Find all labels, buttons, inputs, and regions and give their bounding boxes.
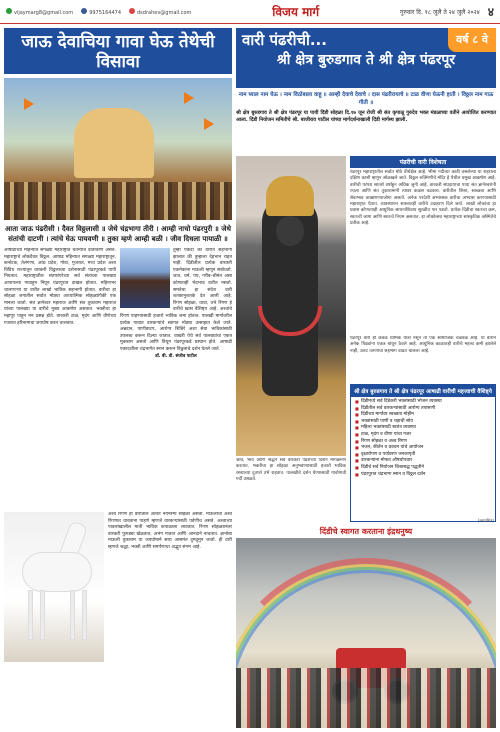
left-subhead: आता जाऊ पंढरीसी । दैवत विठ्ठलासी ॥ जेथे चंद्रभागा तीरी । आम्ही नाचो पंढरपुरी ॥ जेथे संतांची दाटणी । त्यांचे घेऊ पायवणी ॥ तुका म्हणे आम्ही बळी । जीव दिधला पायाळी ॥ (5, 225, 231, 243)
photo-credit: (छायाचित्र) (477, 518, 494, 523)
list-item: ■ भजन, कीर्तन व प्रवचन यांचे आयोजन (355, 445, 491, 452)
list-item: ■ दिंडीच्या मार्गावर स्वच्छता मोहीम (355, 412, 491, 419)
masthead: विजय मार्ग (272, 5, 320, 19)
bottom-photo-title: दिंडीचे स्वागत करताना इंद्रधनुष्य (319, 527, 413, 536)
intro-paragraph: श्री क्षेत्र बुरुडगाव ते श्री क्षेत्र पंढरपूर या पायी दिंडी सोहळा दि.१७ जून रोजी श्री संत कृपाळू गुरुदेव भक्त मंडळाच्या वतीने आयोजित करण्यात आला. दिंडी नियोजन समितीचे श्री. बाजीराव पाटील यांच्या मार्गदर्शनाखाली दिंडी मार्गस्थ झाली. (236, 110, 496, 123)
list-item: ■ दिंडीतील सर्व वारकऱ्यांसाठी आरोग्य तपासणी (355, 406, 491, 413)
phone-contact[interactable]: 9975164474 (81, 8, 121, 16)
left-body-col2: तुम्ही एकदा का वारीत सहभागी झालात की तुम्हाला देहभान राहत नाही. दिंडीतील प्रत्येक वारकरी एकमेकांना माऊली म्हणून संबोधतो. जात, धर्म, पंथ, गरीब-श्रीमंत असा कोणताही भेदभाव वारीत नसतो. समतेचा हा संदेश वारी शतकानुशतके देत आली आहे. रिंगण सोहळा, धावा, उभे रिंगण हे वारीचे खास वैशिष्ट्य आहे. अश्वांचे रिंगण पाहण्यासाठी हजारो भाविक जमा होतात. पालखी मार्गावरील प्रत्येक गावात वारकऱ्यांचे स्वागत मोठ्या उत्साहात केले जाते. अन्नदान, पाणीवाटप, आरोग्य शिबिरे अशा सेवा भाविकांसाठी उपलब्ध करून दिल्या जातात. वाखरी येथे सर्व पालख्यांचा एकत्र मुक्काम असतो आणि तिथून पंढरपूरकडे प्रस्थान होते. आषाढी एकादशीला चंद्रभागेत स्नान करून विठ्ठलाचे दर्शन घेतले जाते. डॉ. बी. डी. संजीव पाटील (120, 248, 232, 359)
phone-icon (81, 8, 87, 14)
horse-leg (82, 590, 87, 640)
issue-date: गुरुवार दि. १८ जुलै ते २४ जुलै २०२४ ४ (400, 5, 494, 19)
list-item: ■ दिंडीमध्ये सर्व दिंडेकरी भक्तांसाठी भोजन व्यवस्था (355, 399, 491, 406)
feature-box-title: श्री क्षेत्र बुरुडगाव ते श्री क्षेत्र पंढरपूर आषाढी वारीची महत्त्वाची वैशिष्ट्ये (351, 385, 495, 397)
left-body (4, 248, 232, 463)
page-number: ४ (487, 5, 494, 19)
rainbow-photo (236, 538, 496, 728)
crowd-shape (4, 182, 232, 220)
info-box (350, 156, 496, 334)
horse-photo (4, 512, 104, 662)
list-item: ■ भक्तांसाठी पाणी व चहाची सोय (355, 419, 491, 426)
author-caption: डॉ. बी. डी. संजीव पाटील (155, 353, 197, 359)
list-item: ■ महिला भक्तांसाठी स्वतंत्र व्यवस्था (355, 425, 491, 432)
crown-shape (266, 176, 314, 216)
feature-list (351, 397, 495, 480)
right-headline: वारी पंढरीची... श्री क्षेत्र बुरुडगाव ते श्री क्षेत्र पंढरपूर वर्ष ८ वे (236, 28, 496, 88)
list-item: ■ टाळ, मृदंग व वीणा यांचा गजर (355, 432, 491, 439)
photo-caption-text: जीवे, भावे आणि श्रद्धेने सर्व वारकरी पंढरीच्या दिशेने मार्गक्रमण करतात. भक्तीचा हा सोहळा अनुभवण्यासाठी हजारो भाविक रस्त्याच्या दुतर्फा उभे राहतात. पालखीचे दर्शन घेण्यासाठी गावोगावी गर्दी उसळते. (236, 458, 346, 483)
year-badge: वर्ष ८ वे (448, 28, 496, 52)
crowd-shape (236, 668, 496, 728)
whatsapp-contact[interactable]: vijaymarg8@gmail.com (6, 8, 73, 16)
horse-leg (40, 590, 45, 640)
info-box-title: पंढरीची वारी विशेषता (350, 156, 496, 168)
mail-contact[interactable]: dsdrahev@gmail.com (129, 8, 191, 16)
list-item: ■ वारकऱ्यांना मोफत औषधोपचार (355, 458, 491, 465)
procession-photo (4, 78, 232, 220)
list-item: ■ पंढरपुरात चंद्रभागा स्नान व विठ्ठल दर्शन (355, 472, 491, 479)
mail-icon (129, 8, 135, 14)
horse-leg (70, 590, 75, 640)
flag-icon (204, 118, 214, 130)
feature-box (350, 384, 496, 522)
face-shape (276, 216, 304, 246)
left-headline: जाऊ देवाचिया गावा घेऊ तेथेची विसावा (4, 28, 232, 74)
left-column (4, 28, 232, 728)
right-column (236, 28, 496, 728)
deity-photo (236, 156, 346, 456)
contact-info (6, 8, 191, 16)
temple-shape (74, 108, 154, 178)
flag-icon (184, 92, 194, 104)
list-item: ■ रिंगण सोहळा व अश्व रिंगण (355, 439, 491, 446)
list-item: ■ वृक्षारोपण व पर्यावरण जनजागृती (355, 452, 491, 459)
horse-body (22, 552, 92, 592)
whatsapp-icon (6, 8, 12, 14)
verse: नाम घ्याल नाम घेऊ । नाम विठोबाला वाहू ॥ आम्ही देवाचे देवाचे । दास पंढरीरायाचे ॥ टाळ वीणा घेऊनी हाती । विठ्ठल नाम गाऊ गीती ॥ (238, 92, 494, 106)
horse-text: अश्व रिंगण हा वारीतील अत्यंत नयनरम्य सोहळा असतो. माऊलींचा अश्व रिंगणात धावताना पाहणे म्हणजे वारकऱ्यांसाठी पर्वणीच असते. अश्वाच्या पावलांखालील माती भाविक कपाळाला लावतात. रिंगण सोहळ्यानंतर वारकरी फुगड्या खेळतात, अभंग गातात आणि आनंदाने नाचतात. ज्ञानोबा माऊली तुकाराम या जयघोषाने सारा आसमंत दुमदुमून जातो. ही वारी म्हणजे श्रद्धा, भक्ती आणि समर्पणाचा अद्भुत संगम आहे. (108, 512, 232, 550)
author-photo (120, 248, 170, 308)
list-item: ■ दिंडीचे सर्व नियोजन शिस्तबद्ध पद्धतीने (355, 465, 491, 472)
top-bar (0, 0, 500, 24)
flag-icon (24, 98, 34, 110)
left-body-col1: आषाढीच्या महिन्यात सगळ्या महाराष्ट्रात चैतन्याचे वातावरण असते. महाराष्ट्राचे लोकदैवत विठ्ठल. आषाढ महिन्यात सगळ्या महाराष्ट्रातून, कर्नाटक, तेलंगणा, आंध्र प्रदेश, गोवा, गुजरात, मध्य प्रदेश अशा विविध राज्यांतून वारकरी विठ्ठलाच्या दर्शनासाठी पंढरपूरकडे पायी निघतात. महाराष्ट्रातील संतपरंपरेच्या सर्व संतांच्या पालख्या आपापल्या गावाहून निघून पंढरपुरात दाखल होतात. महिनाभर चालणाऱ्या या वारीत लाखो भाविक सहभागी होतात. वारीचा हा सोहळा जगातील सर्वात मोठ्या आध्यात्मिक सोहळ्यांपैकी एक मानला जातो. संत ज्ञानेश्वर महाराज आणि संत तुकाराम महाराज यांच्या पालख्या या वारीचे मुख्य आकर्षण असतात. भक्तीचा हा महापूर पाहून मन प्रसन्न होते. वारकरी टाळ, मृदंग आणि वीणेच्या गजरात हरिनामाचा जयघोष करत चालतात. (4, 248, 116, 326)
horse-leg (28, 590, 33, 640)
info-box-body: पंढरपूर महाराष्ट्रातील सर्वात मोठे तीर्थक्षेत्र आहे. भीमा नदीच्या काठी वसलेल्या या शहराला दक्षिण काशी म्हणून ओळखले जाते. विठ्ठल रुक्मिणीचे मंदिर हे येथील प्रमुख आकर्षण आहे. वारीची परंपरा सातशे वर्षांहून अधिक जुनी आहे. वारकरी संप्रदायाचा पाया संत ज्ञानेश्वरांनी रचला आणि संत तुकारामांनी त्यावर कळस चढवला. वारीतील शिस्त, स्वच्छता आणि सेवाभाव वाखाणण्याजोगा असतो. अनेक परदेशी अभ्यासक वारीचा अभ्यास करण्यासाठी महाराष्ट्रात येतात. व्यवस्थापन शास्त्रातही वारीचे उदाहरण दिले जाते. लाखो लोकांचा हा प्रवास कोणत्याही आधुनिक साधनांशिवाय सुरळीत पार पडतो. प्रत्येक दिंडीचा स्वतःचा क्रम, स्वतःची जागा आणि स्वतःचे नियम असतात. हा लोकोत्सव महाराष्ट्राच्या सांस्कृतिक अस्मितेचे प्रतीक आहे. (350, 170, 496, 227)
info-text: पंढरपूर वारी ही केवळ धार्मिक यात्रा नसून ती एक सामाजिक चळवळ आहे. या वारीने अनेक पिढ्यांना एकत्र बांधून ठेवले आहे. आधुनिक काळातही वारीचे महत्त्व कमी झालेले नाही, उलट तरुणांचा सहभाग वाढत चालला आहे. (350, 336, 496, 354)
